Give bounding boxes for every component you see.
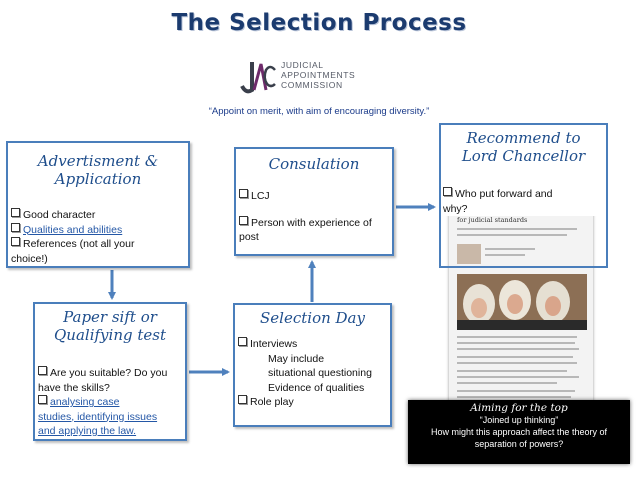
item-who-put-forward: Who put forward and bbox=[455, 188, 553, 200]
tagline: “Appoint on merit, with aim of encouraging diversity.” bbox=[208, 106, 430, 117]
checkbox-icon bbox=[38, 366, 47, 375]
logo-line-commission: COMMISSION bbox=[281, 80, 343, 90]
recommend-title-line2: Lord Chancellor bbox=[461, 147, 586, 165]
page-title: The Selection Process bbox=[171, 10, 467, 36]
item-are-you-suitable: Are you suitable? Do you bbox=[50, 367, 168, 379]
item-why: why? bbox=[443, 202, 468, 215]
item-have-skills: have the skills? bbox=[38, 381, 110, 394]
checkbox-icon bbox=[11, 208, 20, 217]
item-role-play: Role play bbox=[250, 396, 294, 408]
aiming-question bbox=[408, 426, 630, 450]
recommend-title-line1: Recommend to bbox=[466, 129, 581, 147]
item-experienced-person: Person with experience of bbox=[251, 216, 372, 229]
checkbox-icon bbox=[238, 337, 247, 346]
paper-sift-title-line2: Qualifying test bbox=[54, 326, 166, 344]
aiming-question-line1: How might this approach affect the theory of bbox=[431, 427, 607, 437]
checkbox-icon bbox=[239, 189, 248, 198]
item-may-include: May include bbox=[268, 352, 325, 365]
recommend-box bbox=[439, 123, 608, 268]
advertisment-title-line1: Advertisment & bbox=[37, 152, 159, 170]
recommend-title bbox=[441, 129, 606, 165]
selection-day-box bbox=[233, 303, 392, 427]
item-evidence-qualities: Evidence of qualities bbox=[268, 381, 365, 394]
aiming-title: Aiming for the top bbox=[470, 402, 568, 414]
link-analysing-case[interactable]: analysing case bbox=[50, 396, 120, 408]
advertisment-application-box bbox=[6, 141, 190, 268]
item-interviews: Interviews bbox=[250, 338, 298, 350]
logo-line-appointments: APPOINTMENTS bbox=[281, 70, 356, 80]
logo-line-judicial: JUDICIAL bbox=[281, 60, 324, 70]
checkbox-icon bbox=[11, 223, 20, 232]
link-qualities-abilities[interactable]: Qualities and abilities bbox=[23, 223, 123, 236]
advertisment-title bbox=[8, 152, 188, 188]
checkbox-icon bbox=[11, 237, 20, 246]
checkbox-icon bbox=[443, 187, 452, 196]
aiming-question-line2: separation of powers? bbox=[474, 439, 564, 449]
article-headline: for judicial standards bbox=[457, 216, 528, 224]
link-studies-identifying[interactable]: studies, identifying issues bbox=[38, 410, 158, 423]
link-applying-law[interactable]: and applying the law. bbox=[38, 425, 137, 437]
consultation-box bbox=[234, 147, 394, 256]
advertisment-title-line2: Application bbox=[54, 170, 142, 188]
checkbox-icon bbox=[238, 395, 247, 404]
item-references: References (not all your bbox=[23, 238, 135, 250]
selection-day-title: Selection Day bbox=[260, 309, 365, 327]
checkbox-icon bbox=[239, 216, 248, 225]
aiming-for-top-box bbox=[408, 400, 630, 464]
item-situational-questioning: situational questioning bbox=[268, 367, 372, 379]
item-experienced-person-cont: post bbox=[239, 231, 259, 243]
paper-sift-box bbox=[33, 302, 187, 441]
item-good-character: Good character bbox=[23, 209, 96, 221]
judges-photo-icon bbox=[457, 274, 587, 330]
item-lcj: LCJ bbox=[251, 190, 270, 202]
paper-sift-title-line1: Paper sift or bbox=[63, 308, 157, 326]
paper-sift-title bbox=[35, 308, 185, 344]
aiming-joined-up: “Joined up thinking” bbox=[479, 415, 559, 425]
item-references-cont: choice!) bbox=[11, 252, 48, 265]
checkbox-icon bbox=[38, 395, 47, 404]
consultation-title: Consulation bbox=[268, 155, 360, 173]
